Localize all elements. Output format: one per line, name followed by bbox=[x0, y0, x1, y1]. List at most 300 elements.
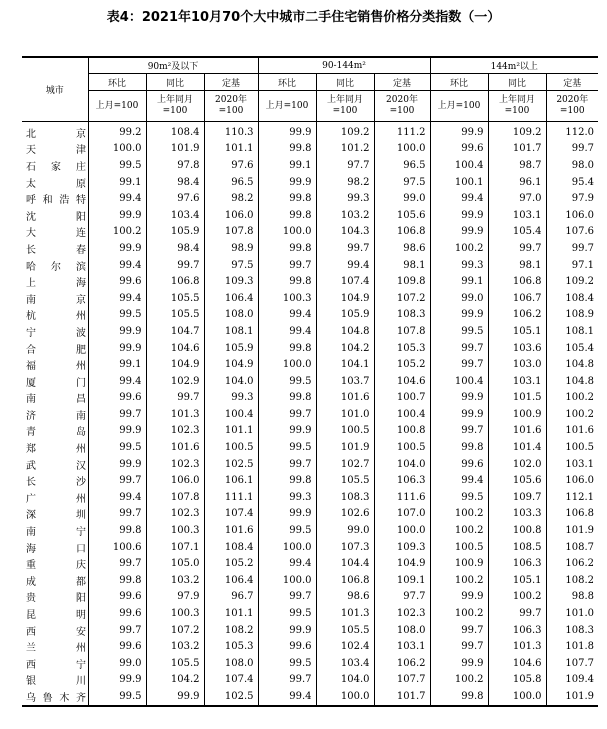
base-cell: 2020年=100 bbox=[374, 91, 430, 122]
index-value: 100.2 bbox=[430, 672, 488, 689]
index-value: 103.4 bbox=[146, 207, 204, 224]
index-value: 100.3 bbox=[258, 290, 316, 307]
index-value: 111.6 bbox=[374, 489, 430, 506]
index-value: 106.3 bbox=[488, 555, 546, 572]
index-value: 99.4 bbox=[258, 688, 316, 706]
index-value: 98.2 bbox=[204, 190, 258, 207]
index-value: 101.1 bbox=[204, 141, 258, 158]
table-row bbox=[22, 456, 598, 473]
index-value: 99.0 bbox=[88, 655, 146, 672]
index-value: 100.2 bbox=[546, 406, 598, 423]
index-value: 99.7 bbox=[430, 340, 488, 357]
index-value: 99.5 bbox=[258, 439, 316, 456]
index-value: 99.9 bbox=[88, 323, 146, 340]
index-value: 107.2 bbox=[374, 290, 430, 307]
index-value: 103.7 bbox=[316, 373, 374, 390]
city-name bbox=[22, 439, 88, 456]
city-name bbox=[22, 638, 88, 655]
index-value: 107.6 bbox=[546, 224, 598, 241]
city-name bbox=[22, 356, 88, 373]
index-value: 112.0 bbox=[546, 122, 598, 141]
index-value: 100.0 bbox=[374, 522, 430, 539]
city-name bbox=[22, 539, 88, 556]
index-value: 97.6 bbox=[146, 190, 204, 207]
index-value: 100.9 bbox=[430, 555, 488, 572]
index-value: 100.2 bbox=[430, 605, 488, 622]
index-value: 98.9 bbox=[204, 240, 258, 257]
index-value: 101.2 bbox=[316, 141, 374, 158]
index-value: 102.9 bbox=[146, 373, 204, 390]
index-value: 99.4 bbox=[88, 489, 146, 506]
index-value: 103.1 bbox=[546, 456, 598, 473]
index-value: 104.8 bbox=[316, 323, 374, 340]
table-row bbox=[22, 506, 598, 523]
index-value: 99.8 bbox=[258, 472, 316, 489]
index-value: 108.3 bbox=[546, 622, 598, 639]
index-value: 100.5 bbox=[316, 423, 374, 440]
index-value: 104.4 bbox=[316, 555, 374, 572]
index-value: 100.4 bbox=[430, 373, 488, 390]
index-value: 104.9 bbox=[374, 555, 430, 572]
table-row bbox=[22, 522, 598, 539]
table-row bbox=[22, 390, 598, 407]
table-row bbox=[22, 224, 598, 241]
index-value: 99.9 bbox=[430, 224, 488, 241]
city-name bbox=[22, 141, 88, 158]
index-value: 100.0 bbox=[88, 141, 146, 158]
index-value: 107.4 bbox=[204, 672, 258, 689]
index-value: 106.1 bbox=[204, 472, 258, 489]
index-value: 97.7 bbox=[316, 157, 374, 174]
index-value: 103.2 bbox=[146, 638, 204, 655]
index-value: 98.2 bbox=[316, 174, 374, 191]
index-value: 99.6 bbox=[88, 605, 146, 622]
index-value: 99.4 bbox=[430, 472, 488, 489]
index-value: 100.2 bbox=[430, 506, 488, 523]
index-value: 105.8 bbox=[488, 672, 546, 689]
index-value: 96.5 bbox=[204, 174, 258, 191]
index-value: 102.3 bbox=[374, 605, 430, 622]
index-value: 108.0 bbox=[204, 655, 258, 672]
city-name bbox=[22, 273, 88, 290]
index-value: 99.8 bbox=[258, 240, 316, 257]
index-value: 105.2 bbox=[374, 356, 430, 373]
index-value: 99.9 bbox=[258, 423, 316, 440]
index-value: 101.3 bbox=[488, 638, 546, 655]
index-value: 99.9 bbox=[430, 589, 488, 606]
index-value: 99.4 bbox=[88, 257, 146, 274]
city-label: 青 岛 bbox=[26, 427, 86, 439]
index-value: 99.4 bbox=[88, 190, 146, 207]
city-label: 成 都 bbox=[26, 576, 86, 588]
city-label: 宁 波 bbox=[26, 327, 86, 339]
index-value: 106.0 bbox=[204, 207, 258, 224]
index-value: 99.8 bbox=[88, 572, 146, 589]
index-value: 105.4 bbox=[488, 224, 546, 241]
index-value: 100.8 bbox=[488, 522, 546, 539]
city-name bbox=[22, 290, 88, 307]
index-value: 107.4 bbox=[204, 506, 258, 523]
index-value: 100.4 bbox=[374, 406, 430, 423]
index-value: 100.7 bbox=[374, 390, 430, 407]
index-value: 105.5 bbox=[146, 307, 204, 324]
index-value: 99.7 bbox=[146, 390, 204, 407]
city-name bbox=[22, 190, 88, 207]
city-name bbox=[22, 655, 88, 672]
index-value: 101.8 bbox=[546, 638, 598, 655]
index-value: 104.9 bbox=[146, 356, 204, 373]
index-value: 99.7 bbox=[258, 672, 316, 689]
index-value: 106.4 bbox=[204, 290, 258, 307]
base-cell: 上月=100 bbox=[258, 91, 316, 122]
index-value: 101.7 bbox=[488, 141, 546, 158]
index-value: 99.5 bbox=[430, 323, 488, 340]
city-name bbox=[22, 605, 88, 622]
index-value: 99.7 bbox=[316, 240, 374, 257]
index-value: 102.4 bbox=[316, 638, 374, 655]
index-value: 105.5 bbox=[146, 655, 204, 672]
index-value: 99.5 bbox=[258, 522, 316, 539]
index-value: 99.7 bbox=[430, 356, 488, 373]
index-value: 99.9 bbox=[88, 672, 146, 689]
index-value: 97.5 bbox=[374, 174, 430, 191]
index-value: 99.8 bbox=[430, 688, 488, 706]
subhead-cell: 同比 bbox=[488, 74, 546, 91]
index-value: 97.1 bbox=[546, 257, 598, 274]
city-name bbox=[22, 373, 88, 390]
index-value: 103.6 bbox=[488, 340, 546, 357]
index-value: 99.5 bbox=[258, 655, 316, 672]
index-value: 99.9 bbox=[258, 122, 316, 141]
index-value: 98.4 bbox=[146, 174, 204, 191]
index-value: 97.6 bbox=[204, 157, 258, 174]
index-value: 108.0 bbox=[204, 307, 258, 324]
city-label: 南 昌 bbox=[26, 394, 86, 406]
index-value: 105.4 bbox=[546, 340, 598, 357]
table-row bbox=[22, 307, 598, 324]
index-value: 101.1 bbox=[204, 423, 258, 440]
index-value: 101.0 bbox=[546, 605, 598, 622]
page-title: 表4：2021年10月70个大中城市二手住宅销售价格分类指数（一） bbox=[106, 10, 501, 25]
index-value: 100.5 bbox=[430, 539, 488, 556]
base-cell: 上年同月=100 bbox=[316, 91, 374, 122]
index-value: 104.6 bbox=[488, 655, 546, 672]
index-value: 99.3 bbox=[258, 489, 316, 506]
index-value: 99.5 bbox=[88, 307, 146, 324]
index-value: 99.6 bbox=[258, 638, 316, 655]
index-value: 99.8 bbox=[430, 439, 488, 456]
city-label: 郑 州 bbox=[26, 444, 86, 456]
index-value: 102.3 bbox=[146, 456, 204, 473]
table-row bbox=[22, 373, 598, 390]
index-value: 99.5 bbox=[430, 489, 488, 506]
index-value: 99.7 bbox=[430, 622, 488, 639]
index-value: 104.8 bbox=[546, 356, 598, 373]
index-value: 98.1 bbox=[488, 257, 546, 274]
base-cell: 上年同月=100 bbox=[146, 91, 204, 122]
index-value: 100.1 bbox=[430, 174, 488, 191]
index-value: 108.9 bbox=[546, 307, 598, 324]
index-value: 99.7 bbox=[258, 456, 316, 473]
city-name bbox=[22, 672, 88, 689]
city-name bbox=[22, 307, 88, 324]
city-label: 南 宁 bbox=[26, 527, 86, 539]
index-value: 107.8 bbox=[204, 224, 258, 241]
index-value: 99.0 bbox=[374, 190, 430, 207]
index-value: 106.2 bbox=[488, 307, 546, 324]
base-cell: 上月=100 bbox=[88, 91, 146, 122]
index-value: 105.3 bbox=[204, 638, 258, 655]
subhead-cell: 同比 bbox=[146, 74, 204, 91]
table-row bbox=[22, 207, 598, 224]
index-value: 99.9 bbox=[430, 207, 488, 224]
city-name bbox=[22, 340, 88, 357]
index-value: 98.7 bbox=[488, 157, 546, 174]
index-value: 104.0 bbox=[204, 373, 258, 390]
index-value: 99.6 bbox=[430, 141, 488, 158]
index-value: 99.0 bbox=[430, 290, 488, 307]
index-value: 107.8 bbox=[374, 323, 430, 340]
index-value: 100.6 bbox=[88, 539, 146, 556]
index-value: 108.4 bbox=[146, 122, 204, 141]
index-value: 99.0 bbox=[316, 522, 374, 539]
index-value: 99.9 bbox=[258, 174, 316, 191]
index-value: 99.4 bbox=[316, 257, 374, 274]
table-row bbox=[22, 555, 598, 572]
table-row bbox=[22, 423, 598, 440]
index-value: 99.5 bbox=[88, 439, 146, 456]
index-value: 101.9 bbox=[546, 522, 598, 539]
subhead-cell: 定基 bbox=[374, 74, 430, 91]
index-value: 99.9 bbox=[430, 122, 488, 141]
index-value: 109.2 bbox=[546, 273, 598, 290]
index-value: 98.1 bbox=[374, 257, 430, 274]
index-value: 99.9 bbox=[88, 456, 146, 473]
index-value: 106.8 bbox=[316, 572, 374, 589]
index-value: 98.4 bbox=[146, 240, 204, 257]
index-value: 99.3 bbox=[316, 190, 374, 207]
index-value: 111.1 bbox=[204, 489, 258, 506]
index-value: 99.9 bbox=[88, 423, 146, 440]
city-name bbox=[22, 406, 88, 423]
table-row bbox=[22, 406, 598, 423]
index-value: 99.7 bbox=[488, 605, 546, 622]
index-value: 96.7 bbox=[204, 589, 258, 606]
index-value: 99.3 bbox=[430, 257, 488, 274]
table-row bbox=[22, 157, 598, 174]
index-value: 108.7 bbox=[546, 539, 598, 556]
index-value: 97.5 bbox=[204, 257, 258, 274]
city-label: 合 肥 bbox=[26, 344, 86, 356]
index-value: 106.3 bbox=[488, 622, 546, 639]
index-value: 106.0 bbox=[146, 472, 204, 489]
index-value: 109.4 bbox=[546, 672, 598, 689]
index-value: 104.0 bbox=[316, 672, 374, 689]
index-value: 109.2 bbox=[316, 122, 374, 141]
index-value: 97.9 bbox=[146, 589, 204, 606]
index-value: 105.1 bbox=[488, 323, 546, 340]
index-value: 106.8 bbox=[146, 273, 204, 290]
table-row bbox=[22, 290, 598, 307]
index-value: 101.4 bbox=[488, 439, 546, 456]
index-value: 99.7 bbox=[258, 589, 316, 606]
index-value: 108.4 bbox=[204, 539, 258, 556]
index-value: 99.8 bbox=[258, 273, 316, 290]
index-value: 102.7 bbox=[316, 456, 374, 473]
index-value: 105.6 bbox=[488, 472, 546, 489]
index-value: 100.2 bbox=[88, 224, 146, 241]
index-value: 97.7 bbox=[374, 589, 430, 606]
index-value: 100.0 bbox=[258, 539, 316, 556]
table-row bbox=[22, 539, 598, 556]
index-value: 99.7 bbox=[88, 555, 146, 572]
index-value: 100.0 bbox=[488, 688, 546, 706]
index-value: 101.9 bbox=[316, 439, 374, 456]
index-value: 103.1 bbox=[374, 638, 430, 655]
index-value: 99.9 bbox=[88, 340, 146, 357]
index-value: 104.6 bbox=[374, 373, 430, 390]
table-row bbox=[22, 655, 598, 672]
index-value: 100.0 bbox=[258, 356, 316, 373]
table-row bbox=[22, 572, 598, 589]
subhead-cell: 同比 bbox=[316, 74, 374, 91]
group-header-small: 90m²及以下 bbox=[88, 57, 258, 74]
index-value: 103.1 bbox=[488, 207, 546, 224]
index-value: 105.2 bbox=[204, 555, 258, 572]
index-value: 108.1 bbox=[546, 323, 598, 340]
table-row bbox=[22, 323, 598, 340]
city-label: 乌鲁木齐 bbox=[26, 692, 86, 704]
index-value: 106.8 bbox=[488, 273, 546, 290]
index-value: 105.9 bbox=[146, 224, 204, 241]
group-header-large: 144m²以上 bbox=[430, 57, 598, 74]
index-value: 102.5 bbox=[204, 688, 258, 706]
index-value: 104.8 bbox=[546, 373, 598, 390]
index-value: 108.0 bbox=[374, 622, 430, 639]
city-label: 北 京 bbox=[26, 128, 86, 140]
table-row bbox=[22, 141, 598, 158]
index-value: 109.7 bbox=[488, 489, 546, 506]
city-name bbox=[22, 390, 88, 407]
index-value: 105.5 bbox=[316, 472, 374, 489]
index-value: 99.6 bbox=[88, 273, 146, 290]
index-value: 105.9 bbox=[204, 340, 258, 357]
city-name bbox=[22, 157, 88, 174]
table-row bbox=[22, 122, 598, 141]
index-value: 100.3 bbox=[146, 522, 204, 539]
index-value: 104.3 bbox=[316, 224, 374, 241]
city-label: 石家庄 bbox=[26, 161, 86, 173]
index-value: 99.4 bbox=[258, 555, 316, 572]
city-label: 重 庆 bbox=[26, 560, 86, 572]
index-value: 99.5 bbox=[88, 688, 146, 706]
index-value: 101.9 bbox=[546, 688, 598, 706]
index-value: 107.4 bbox=[316, 273, 374, 290]
city-label: 南 京 bbox=[26, 294, 86, 306]
table-row bbox=[22, 638, 598, 655]
index-value: 109.8 bbox=[374, 273, 430, 290]
city-label: 武 汉 bbox=[26, 460, 86, 472]
index-value: 100.2 bbox=[430, 240, 488, 257]
index-value: 106.2 bbox=[374, 655, 430, 672]
index-value: 99.8 bbox=[258, 340, 316, 357]
index-value: 99.4 bbox=[258, 323, 316, 340]
index-value: 99.4 bbox=[88, 290, 146, 307]
index-value: 97.8 bbox=[146, 157, 204, 174]
city-name bbox=[22, 207, 88, 224]
index-value: 112.1 bbox=[546, 489, 598, 506]
city-label: 长 春 bbox=[26, 244, 86, 256]
index-value: 99.9 bbox=[258, 506, 316, 523]
index-value: 106.8 bbox=[374, 224, 430, 241]
city-label: 贵 阳 bbox=[26, 593, 86, 605]
index-value: 107.1 bbox=[146, 539, 204, 556]
index-value: 105.1 bbox=[488, 572, 546, 589]
index-value: 104.6 bbox=[146, 340, 204, 357]
index-value: 99.6 bbox=[430, 456, 488, 473]
city-label: 银 川 bbox=[26, 676, 86, 688]
index-value: 99.1 bbox=[88, 174, 146, 191]
base-cell: 2020年=100 bbox=[546, 91, 598, 122]
city-label: 西 安 bbox=[26, 626, 86, 638]
index-value: 109.1 bbox=[374, 572, 430, 589]
index-value: 107.3 bbox=[316, 539, 374, 556]
index-value: 99.6 bbox=[88, 638, 146, 655]
city-label: 厦 门 bbox=[26, 377, 86, 389]
price-index-table bbox=[22, 56, 598, 707]
base-cell: 上月=100 bbox=[430, 91, 488, 122]
city-label: 广 州 bbox=[26, 493, 86, 505]
index-value: 99.8 bbox=[258, 390, 316, 407]
index-value: 99.4 bbox=[88, 373, 146, 390]
index-value: 100.9 bbox=[488, 406, 546, 423]
index-value: 101.6 bbox=[488, 423, 546, 440]
city-name bbox=[22, 572, 88, 589]
index-value: 99.7 bbox=[88, 406, 146, 423]
index-value: 106.0 bbox=[546, 472, 598, 489]
index-value: 102.3 bbox=[146, 423, 204, 440]
index-value: 99.8 bbox=[258, 207, 316, 224]
index-value: 97.9 bbox=[546, 190, 598, 207]
index-value: 99.9 bbox=[146, 688, 204, 706]
index-value: 106.2 bbox=[546, 555, 598, 572]
index-value: 100.2 bbox=[430, 572, 488, 589]
subhead-cell: 环比 bbox=[430, 74, 488, 91]
city-label: 福 州 bbox=[26, 361, 86, 373]
index-value: 101.7 bbox=[374, 688, 430, 706]
index-value: 101.1 bbox=[204, 605, 258, 622]
index-value: 102.5 bbox=[204, 456, 258, 473]
index-value: 108.1 bbox=[204, 323, 258, 340]
index-value: 100.2 bbox=[488, 589, 546, 606]
index-value: 99.9 bbox=[430, 307, 488, 324]
index-value: 108.2 bbox=[204, 622, 258, 639]
index-value: 99.9 bbox=[430, 655, 488, 672]
table-row bbox=[22, 688, 598, 706]
index-value: 99.7 bbox=[546, 240, 598, 257]
index-value: 99.5 bbox=[88, 157, 146, 174]
index-value: 102.6 bbox=[316, 506, 374, 523]
index-value: 99.1 bbox=[258, 157, 316, 174]
index-value: 105.0 bbox=[146, 555, 204, 572]
index-value: 99.9 bbox=[88, 207, 146, 224]
index-value: 108.3 bbox=[316, 489, 374, 506]
index-value: 107.7 bbox=[546, 655, 598, 672]
index-value: 101.9 bbox=[146, 141, 204, 158]
index-value: 100.8 bbox=[374, 423, 430, 440]
index-value: 109.3 bbox=[204, 273, 258, 290]
city-label: 大 连 bbox=[26, 228, 86, 240]
